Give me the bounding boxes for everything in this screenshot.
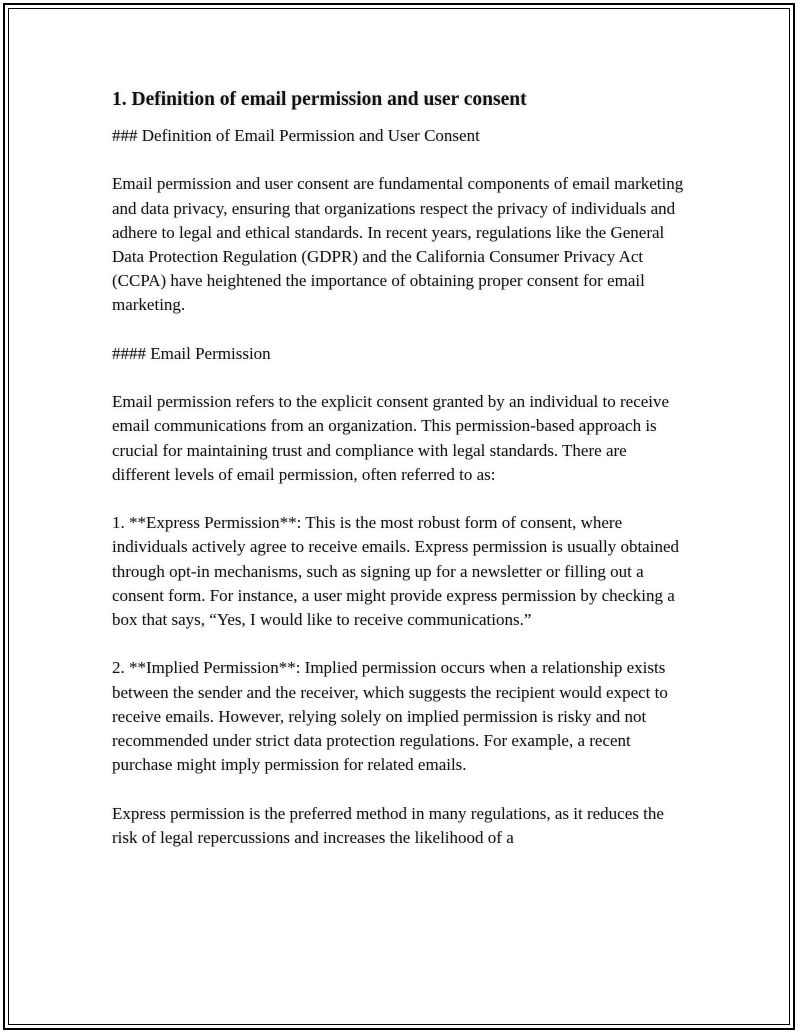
implied-permission-item: 2. **Implied Permission**: Implied permission occurs when a relationship exists between the sender and the receiver, which suggests the recipient would expect to receive emails. However, relying solely on implied permission is risky and not recommended under strict data protection regulations. For example, a recent purchase might imply permission for related emails. <box>112 658 668 775</box>
express-preferred-paragraph: Express permission is the preferred method in many regulations, as it reduces the risk of legal repercussions and increases the likelihood of a <box>112 803 664 847</box>
section-title: 1. Definition of email permission and user consent <box>112 89 527 110</box>
document-body <box>112 88 687 874</box>
markdown-heading-definition: ### Definition of Email Permission and User Consent <box>112 126 480 145</box>
markdown-heading-email-permission: #### Email Permission <box>112 343 271 363</box>
email-permission-paragraph: Email permission refers to the explicit consent granted by an individual to receive email communications from an organization. This permission-based approach is crucial for maintaining trust and compliance with legal standards. There are different levels of email permission, often referred to as: <box>112 392 670 484</box>
express-permission-item: 1. **Express Permission**: This is the most robust form of consent, where individuals actively agree to receive emails. Express permission is usually obtained through opt-in mechanisms, such as signing up for a newsletter or filling out a consent form. For instance, a user might provide express permission by checking a box that says, “Yes, I would like to receive communications.” <box>112 513 679 629</box>
intro-paragraph: Email permission and user consent are fundamental components of email marketing and data privacy, ensuring that organizations respect the privacy of individuals and adhere to legal and ethical standards. In recent years, regulations like the General Data Protection Regulation (GDPR) and the California Consumer Privacy Act (CCPA) have heightened the importance of obtaining proper consent for email marketing. <box>112 174 684 315</box>
